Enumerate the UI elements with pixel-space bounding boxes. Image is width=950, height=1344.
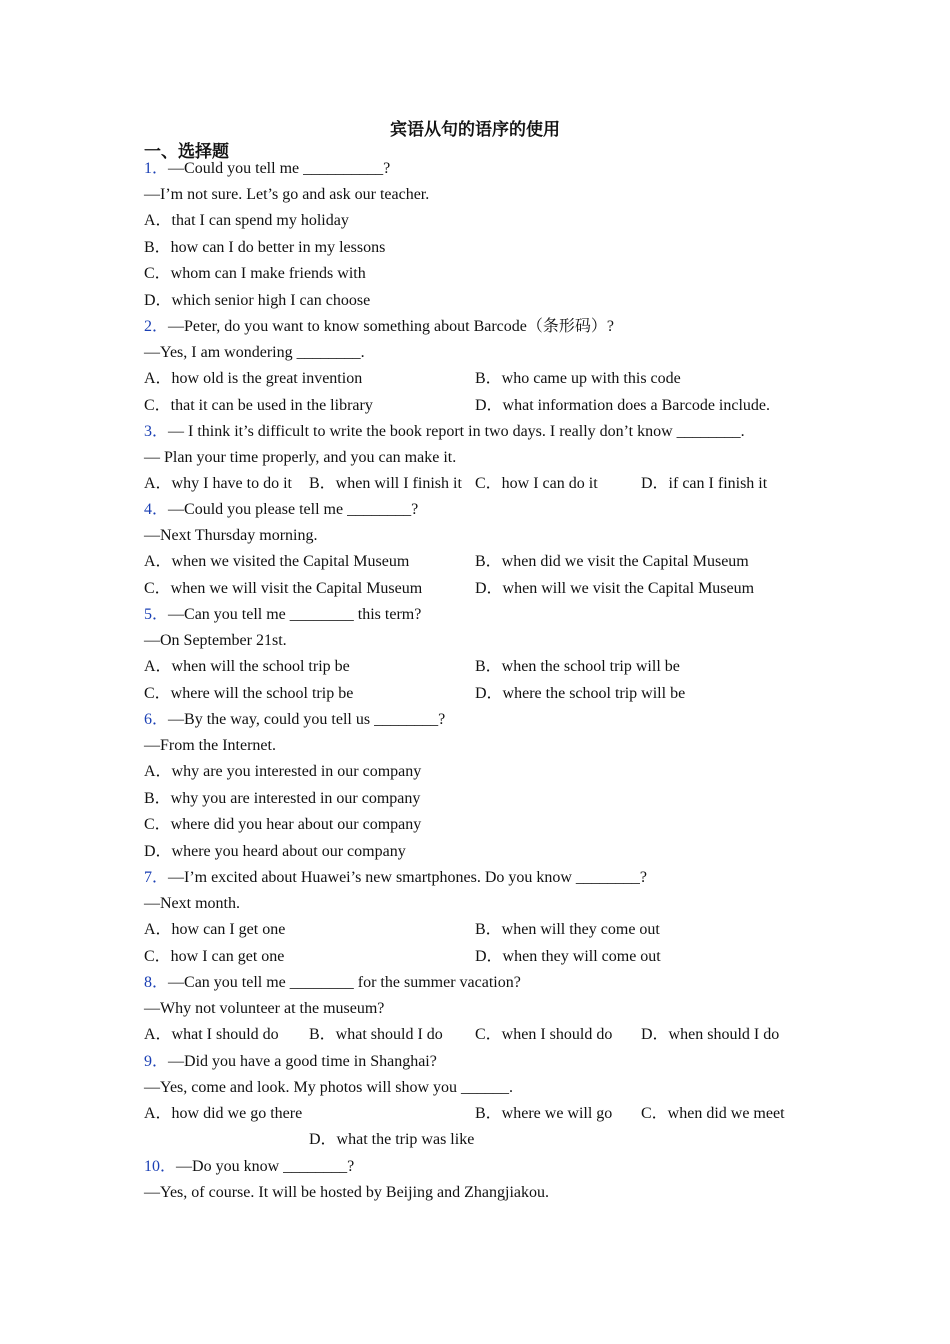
- question-3-option-d[interactable]: D．if can I finish it: [641, 475, 768, 492]
- question-2-option-b[interactable]: B．who came up with this code: [475, 370, 681, 387]
- question-2-option-c[interactable]: C．that it can be used in the library: [144, 397, 373, 414]
- question-7-option-c[interactable]: C．how I can get one: [144, 948, 285, 965]
- question-4-reply: —Next Thursday morning.: [144, 527, 318, 544]
- question-2-reply: —Yes, I am wondering ________.: [144, 344, 365, 361]
- question-7-stem: [144, 868, 647, 888]
- question-1-reply: —I’m not sure. Let’s go and ask our teacher.: [144, 186, 430, 203]
- question-text: —Do you know ________?: [176, 1158, 355, 1175]
- question-5-option-a[interactable]: A．when will the school trip be: [144, 658, 350, 675]
- question-number: 10．: [144, 1158, 177, 1175]
- question-7-option-a[interactable]: A．how can I get one: [144, 921, 286, 938]
- question-1-option-a[interactable]: A．that I can spend my holiday: [144, 212, 349, 229]
- question-8-option-d[interactable]: D．when should I do: [641, 1026, 780, 1043]
- question-5-option-d[interactable]: D．where the school trip will be: [475, 685, 686, 702]
- question-4-stem: [144, 500, 418, 520]
- question-9-reply: —Yes, come and look. My photos will show you ______.: [144, 1079, 514, 1096]
- question-8-stem: [144, 973, 521, 993]
- question-number: 2．: [144, 318, 169, 335]
- question-6-option-d[interactable]: D．where you heard about our company: [144, 843, 406, 860]
- question-5-reply: —On September 21st.: [144, 632, 287, 649]
- page-title: 宾语从句的语序的使用: [390, 120, 560, 140]
- question-3-option-a[interactable]: A．why I have to do it: [144, 475, 292, 492]
- question-4-option-c[interactable]: C．when we will visit the Capital Museum: [144, 580, 423, 597]
- question-10-reply: —Yes, of course. It will be hosted by Beijing and Zhangjiakou.: [144, 1184, 549, 1201]
- question-8-reply: —Why not volunteer at the museum?: [144, 1000, 385, 1017]
- question-text: —Can you tell me ________ this term?: [168, 606, 422, 623]
- question-5-option-c[interactable]: C．where will the school trip be: [144, 685, 354, 702]
- question-4-option-a[interactable]: A．when we visited the Capital Museum: [144, 553, 410, 570]
- question-number: 1．: [144, 160, 169, 177]
- question-text: —Can you tell me ________ for the summer vacation?: [168, 974, 521, 991]
- question-2-option-d[interactable]: D．what information does a Barcode include.: [475, 397, 771, 414]
- question-3-reply: — Plan your time properly, and you can make it.: [144, 449, 457, 466]
- section-heading: 一、选择题: [144, 142, 229, 162]
- question-number: 9．: [144, 1053, 169, 1070]
- question-1-option-c[interactable]: C．whom can I make friends with: [144, 265, 366, 282]
- question-7-option-b[interactable]: B．when will they come out: [475, 921, 660, 938]
- question-6-option-a[interactable]: A．why are you interested in our company: [144, 763, 422, 780]
- question-number: 3．: [144, 423, 169, 440]
- question-9-option-b[interactable]: B．where we will go: [475, 1105, 613, 1122]
- question-9-option-c[interactable]: C．when did we meet: [641, 1105, 785, 1122]
- question-1-option-d[interactable]: D．which senior high I can choose: [144, 292, 371, 309]
- question-text: — I think it’s difficult to write the book report in two days. I really don’t know ________.: [168, 423, 745, 440]
- question-1-stem: [144, 159, 390, 179]
- question-number: 5．: [144, 606, 169, 623]
- question-number: 7．: [144, 869, 169, 886]
- question-5-stem: [144, 605, 421, 625]
- question-text: —Could you tell me __________?: [168, 160, 391, 177]
- question-9-option-a[interactable]: A．how did we go there: [144, 1105, 303, 1122]
- question-6-option-c[interactable]: C．where did you hear about our company: [144, 816, 422, 833]
- question-number: 4．: [144, 501, 169, 518]
- question-7-reply: —Next month.: [144, 895, 240, 912]
- question-text: —Peter, do you want to know something about Barcode（条形码）?: [168, 318, 614, 335]
- question-8-option-b[interactable]: B．what should I do: [309, 1026, 443, 1043]
- question-8-option-a[interactable]: A．what I should do: [144, 1026, 279, 1043]
- question-1-option-b[interactable]: B．how can I do better in my lessons: [144, 239, 386, 256]
- question-text: —By the way, could you tell us ________?: [168, 711, 446, 728]
- question-text: —Could you please tell me ________?: [168, 501, 419, 518]
- question-9-option-d[interactable]: D．what the trip was like: [309, 1131, 475, 1148]
- question-6-stem: [144, 710, 445, 730]
- question-9-stem: [144, 1052, 437, 1072]
- question-text: —I’m excited about Huawei’s new smartphones. Do you know ________?: [168, 869, 648, 886]
- question-4-option-d[interactable]: D．when will we visit the Capital Museum: [475, 580, 755, 597]
- question-2-stem: [144, 317, 614, 337]
- question-2-option-a[interactable]: A．how old is the great invention: [144, 370, 363, 387]
- question-8-option-c[interactable]: C．when I should do: [475, 1026, 613, 1043]
- question-4-option-b[interactable]: B．when did we visit the Capital Museum: [475, 553, 749, 570]
- question-7-option-d[interactable]: D．when they will come out: [475, 948, 661, 965]
- question-6-option-b[interactable]: B．why you are interested in our company: [144, 790, 421, 807]
- question-number: 8．: [144, 974, 169, 991]
- question-5-option-b[interactable]: B．when the school trip will be: [475, 658, 680, 675]
- question-3-stem: [144, 422, 745, 442]
- question-3-option-c[interactable]: C．how I can do it: [475, 475, 598, 492]
- question-text: —Did you have a good time in Shanghai?: [168, 1053, 437, 1070]
- question-10-stem: [144, 1157, 354, 1177]
- question-number: 6．: [144, 711, 169, 728]
- question-6-reply: —From the Internet.: [144, 737, 276, 754]
- question-3-option-b[interactable]: B．when will I finish it: [309, 475, 462, 492]
